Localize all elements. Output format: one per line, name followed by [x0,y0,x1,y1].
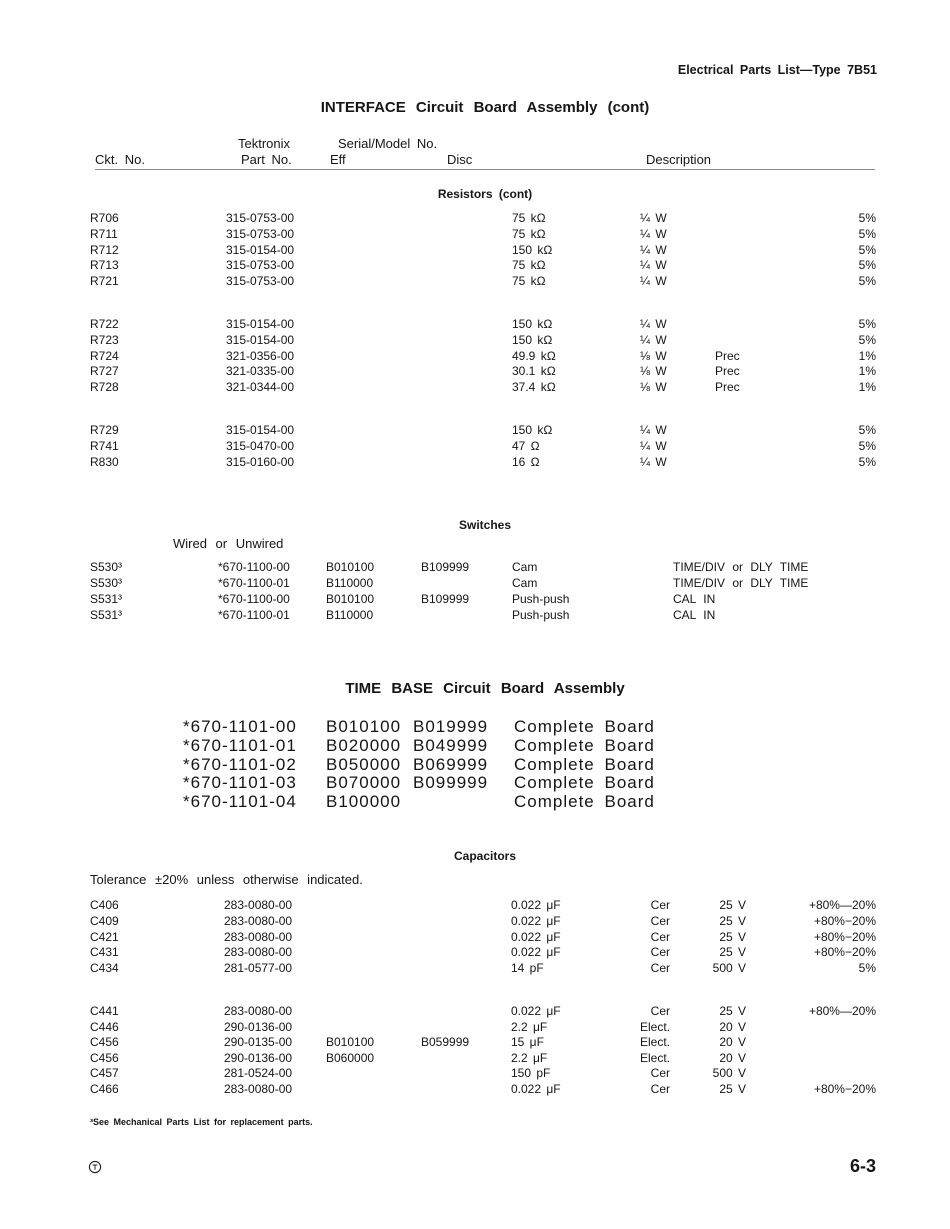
resistance-value: 30.1 kΩ [512,364,556,379]
footnote: ³See Mechanical Parts List for replacement parts. [90,1117,313,1127]
part-no: *670-1100-00 [218,560,290,574]
power-rating: ⅛ W [640,364,667,379]
power-rating: ¼ W [640,258,667,273]
capacitor-row [0,930,950,945]
part-no: 321-0344-00 [226,380,295,394]
switch-type: Push-push [512,592,570,606]
capacitance-value: 0.022 μF [511,898,561,912]
tolerance: 1% [858,364,876,379]
serial-eff: B110000 [326,608,374,622]
resistance-value: 75 kΩ [512,274,546,288]
capacitor-row [0,1020,950,1035]
tektronix-logo [88,1160,102,1174]
ckt-no: R729 [90,423,119,437]
resistance-value: 37.4 kΩ [512,380,556,394]
part-no: 315-0753-00 [226,274,295,288]
ckt-no: C456 [90,1035,119,1050]
power-rating: ¼ W [640,274,667,288]
power-rating: ¼ W [640,439,667,453]
part-no: 290-0135-00 [224,1035,293,1050]
tolerance: 5% [858,332,876,347]
switch-row [0,560,950,575]
part-no: *670-1100-00 [218,592,290,606]
ckt-no: R727 [90,364,119,379]
resistor-row [0,364,950,379]
part-no: 315-0753-00 [226,211,295,225]
precision-note: Prec [715,348,740,363]
capacitor-type: Cer [650,898,670,912]
part-no: 281-0524-00 [224,1066,293,1081]
resistor-row [0,349,950,364]
capacitance-value: 0.022 μF [511,945,561,960]
capacitance-value: 150 pF [511,1066,551,1081]
col-header-serial-model-no: Serial/Model No. [338,136,438,151]
part-no: 283-0080-00 [224,945,293,960]
switches-heading: Switches [458,518,512,532]
serial-disc: B099999 [413,773,489,793]
resistor-row [0,317,950,332]
resistor-row [0,423,950,438]
tolerance: 5% [858,211,876,225]
ckt-no: R712 [90,242,119,257]
serial-eff: B010100 [326,560,375,574]
col-header-description: Description [646,152,712,167]
resistance-value: 150 kΩ [512,242,553,257]
capacitors-heading: Capacitors [453,849,517,863]
board-assembly-row [0,736,950,756]
ckt-no: C441 [90,1004,119,1018]
capacitance-value: 0.022 μF [511,913,561,928]
voltage-rating: 25 V [719,929,746,944]
ckt-no: R741 [90,439,119,453]
ckt-no: C409 [90,913,119,928]
board-assembly-row [0,773,950,793]
resistance-value: 150 kΩ [512,332,553,347]
ckt-no: R723 [90,332,119,347]
voltage-rating: 25 V [719,913,746,928]
ckt-no: R713 [90,258,119,273]
power-rating: ¼ W [640,226,667,241]
voltage-rating: 20 V [719,1019,746,1034]
capacitance-value: 2.2 μF [511,1050,548,1065]
voltage-rating: 20 V [719,1035,746,1050]
capacitor-type: Elect. [639,1050,670,1065]
power-rating: ¼ W [640,317,667,331]
tolerance: +80%—20% [808,898,876,912]
col-header-tektronix: Tektronix [238,136,291,151]
resistors-heading: Resistors (cont) [437,187,533,201]
switch-row [0,592,950,607]
resistance-value: 75 kΩ [512,211,546,225]
switch-type: Cam [512,576,538,590]
power-rating: ¼ W [640,242,667,257]
part-no: 283-0080-00 [224,913,293,928]
serial-disc: B019999 [413,717,489,736]
serial-disc: B059999 [421,1035,470,1050]
capacitor-type: Cer [650,1082,670,1096]
tolerance: +80%−20% [813,913,876,928]
resistor-row [0,258,950,273]
resistance-value: 16 Ω [512,455,540,469]
part-no: 315-0154-00 [226,317,295,331]
tolerance-note: Tolerance ±20% unless otherwise indicated. [90,872,363,887]
part-no: *670-1100-01 [218,608,290,622]
switch-function: CAL IN [673,592,716,606]
part-no: 281-0577-00 [224,961,293,975]
voltage-rating: 25 V [719,1082,746,1096]
resistor-row [0,274,950,289]
capacitance-value: 0.022 μF [511,1082,561,1096]
resistance-value: 47 Ω [512,439,540,453]
ckt-no: R721 [90,274,119,288]
part-no: *670-1101-01 [183,735,297,755]
ckt-no: C446 [90,1019,119,1034]
resistor-row [0,211,950,226]
capacitor-row [0,1066,950,1081]
resistor-row [0,455,950,470]
ckt-no: C456 [90,1050,119,1065]
capacitor-type: Cer [650,929,670,944]
ckt-no: C421 [90,929,119,944]
ckt-no: C466 [90,1082,119,1096]
switch-type: Push-push [512,608,570,622]
running-title: Electrical Parts List—Type 7B51 [677,63,877,77]
tolerance: 5% [858,258,876,273]
voltage-rating: 500 V [712,961,746,975]
resistance-value: 75 kΩ [512,258,546,273]
resistor-row [0,227,950,242]
assembly-description: Complete Board [514,754,655,774]
tolerance: 5% [858,317,876,331]
resistor-row [0,380,950,395]
part-no: 283-0080-00 [224,929,293,944]
tolerance: 5% [858,439,876,453]
ckt-no: S530³ [90,560,123,574]
voltage-rating: 25 V [719,945,746,960]
serial-disc: B109999 [421,560,470,574]
capacitor-row [0,1004,950,1019]
capacitor-type: Cer [650,961,670,975]
ckt-no: S530³ [90,576,123,590]
tolerance: 5% [858,226,876,241]
wired-unwired-subheading: Wired or Unwired [173,536,284,551]
part-no: 290-0136-00 [224,1050,293,1065]
resistor-row [0,333,950,348]
serial-eff: B070000 [326,773,402,793]
ckt-no: C431 [90,945,119,960]
part-no: 283-0080-00 [224,898,293,912]
capacitor-type: Cer [650,1066,670,1081]
part-no: 321-0356-00 [226,348,295,363]
capacitor-row [0,914,950,929]
resistance-value: 49.9 kΩ [512,348,556,363]
resistance-value: 150 kΩ [512,317,553,331]
col-header-disc: Disc [447,152,473,167]
part-no: 315-0154-00 [226,332,295,347]
ckt-no: R728 [90,380,119,394]
serial-eff: B010100 [326,717,402,736]
ckt-no: R711 [90,226,118,241]
part-no: 315-0154-00 [226,242,295,257]
capacitance-value: 0.022 μF [511,1004,561,1018]
tolerance: 1% [858,348,876,363]
resistor-row [0,439,950,454]
ckt-no: C406 [90,898,119,912]
capacitor-type: Cer [650,1004,670,1018]
serial-eff: B060000 [326,1050,375,1065]
tolerance: 5% [858,242,876,257]
tolerance: 5% [858,274,876,288]
power-rating: ¼ W [640,455,667,469]
capacitance-value: 15 μF [511,1035,544,1050]
switch-function: TIME/DIV or DLY TIME [673,560,809,574]
part-no: *670-1100-01 [218,576,290,590]
part-no: 315-0160-00 [226,455,295,469]
switch-function: TIME/DIV or DLY TIME [673,576,809,590]
capacitor-row [0,945,950,960]
page-number: 6-3 [849,1156,876,1176]
part-no: 315-0753-00 [226,258,295,273]
power-rating: ⅛ W [640,348,667,363]
col-header-eff: Eff [330,152,346,167]
assembly-description: Complete Board [514,735,655,755]
serial-disc: B069999 [413,754,489,774]
capacitor-type: Cer [650,913,670,928]
voltage-rating: 25 V [719,898,746,912]
resistance-value: 150 kΩ [512,423,553,437]
tolerance: 5% [858,961,876,975]
capacitance-value: 14 pF [511,961,544,975]
power-rating: ⅛ W [640,380,667,394]
serial-eff: B050000 [326,754,402,774]
capacitor-row [0,898,950,913]
resistor-row [0,243,950,258]
assembly-description: Complete Board [514,717,655,736]
ckt-no: S531³ [90,608,123,622]
serial-eff: B010100 [326,592,375,606]
precision-note: Prec [715,364,740,379]
capacitor-row [0,1035,950,1050]
precision-note: Prec [715,380,740,394]
ckt-no: R830 [90,455,119,469]
tolerance: +80%—20% [808,1004,876,1018]
ckt-no: S531³ [90,592,123,606]
tolerance: 1% [858,380,876,394]
part-no: *670-1101-00 [183,717,297,736]
serial-eff: B110000 [326,576,374,590]
part-no: 315-0470-00 [226,439,295,453]
ckt-no: R722 [90,317,119,331]
capacitor-type: Elect. [639,1035,670,1050]
part-no: *670-1101-04 [183,792,297,811]
tolerance: +80%−20% [813,929,876,944]
switch-row [0,608,950,623]
interface-board-title: INTERFACE Circuit Board Assembly (cont) [320,99,650,116]
capacitor-type: Elect. [639,1019,670,1034]
board-assembly-row [0,717,950,737]
part-no: 315-0154-00 [226,423,295,437]
part-no: 315-0753-00 [226,226,295,241]
board-assembly-row [0,792,950,812]
voltage-rating: 25 V [719,1004,746,1018]
serial-eff: B020000 [326,735,402,755]
switch-function: CAL IN [673,608,716,622]
resistance-value: 75 kΩ [512,226,546,241]
tolerance: 5% [858,423,876,437]
board-assembly-row [0,755,950,775]
part-no: 283-0080-00 [224,1004,293,1018]
col-header-ckt-no: Ckt. No. [95,152,145,167]
col-header-part-no: Part No. [241,152,292,167]
time-base-board-title: TIME BASE Circuit Board Assembly [345,680,625,697]
assembly-description: Complete Board [514,792,655,811]
tolerance: 5% [858,455,876,469]
part-no: 321-0335-00 [226,364,295,379]
switch-row [0,576,950,591]
power-rating: ¼ W [640,211,667,225]
voltage-rating: 20 V [719,1050,746,1065]
switch-type: Cam [512,560,538,574]
serial-disc: B109999 [421,592,470,606]
header-rule [95,169,875,170]
ckt-no: R706 [90,211,119,225]
tolerance: +80%−20% [813,1082,876,1096]
capacitor-type: Cer [650,945,670,960]
capacitance-value: 0.022 μF [511,929,561,944]
assembly-description: Complete Board [514,773,655,793]
part-no: 290-0136-00 [224,1019,293,1034]
part-no: *670-1101-03 [183,773,297,793]
power-rating: ¼ W [640,423,667,437]
voltage-rating: 500 V [712,1066,746,1081]
ckt-no: C457 [90,1066,119,1081]
part-no: *670-1101-02 [183,754,297,774]
tolerance: +80%−20% [813,945,876,960]
part-no: 283-0080-00 [224,1082,293,1096]
capacitor-row [0,1082,950,1097]
ckt-no: C434 [90,961,119,975]
capacitor-row [0,1051,950,1066]
capacitor-row [0,961,950,976]
capacitance-value: 2.2 μF [511,1019,548,1034]
ckt-no: R724 [90,348,119,363]
power-rating: ¼ W [640,332,667,347]
serial-disc: B049999 [413,735,489,755]
serial-eff: B010100 [326,1035,375,1050]
serial-eff: B100000 [326,792,402,811]
